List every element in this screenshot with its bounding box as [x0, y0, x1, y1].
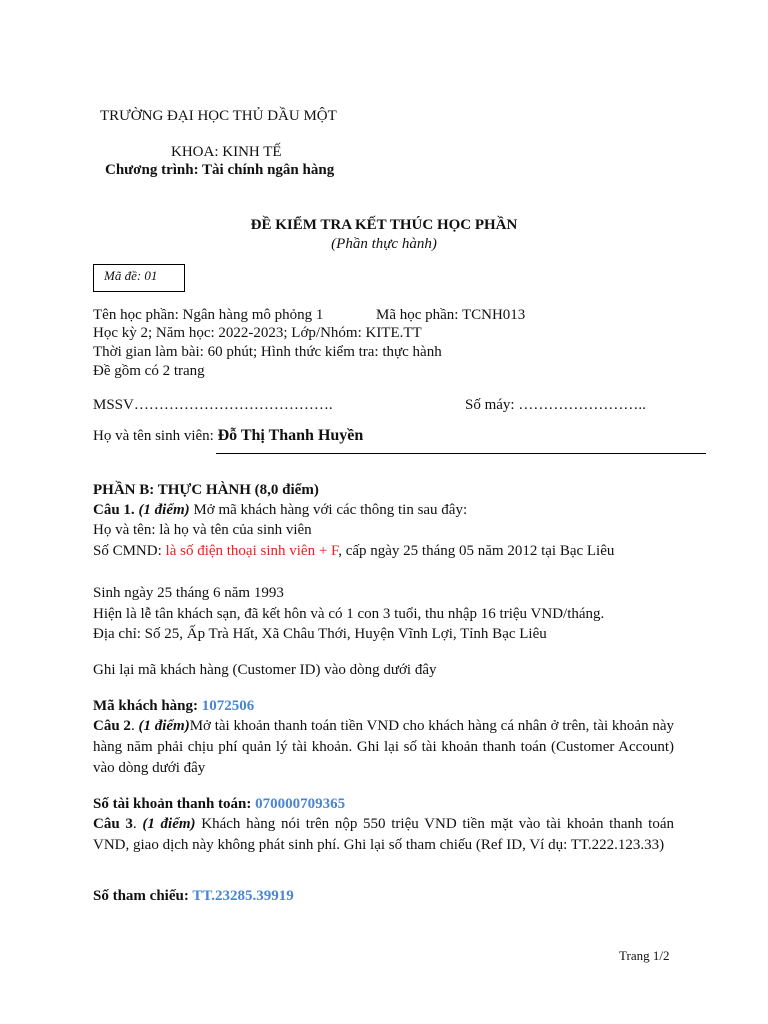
q1-name-line: Họ và tên: là họ và tên của sinh viên	[93, 522, 312, 538]
account-value: 070000709365	[255, 796, 346, 812]
q1-text: Mở mã khách hàng với các thông tin sau đây:	[189, 502, 468, 518]
q1-cmnd-suffix: , cấp ngày 25 tháng 05 năm 2012 tại Bạc Liêu	[338, 543, 615, 559]
ref-label: Số tham chiếu:	[93, 888, 193, 904]
account-label: Số tài khoản thanh toán:	[93, 796, 256, 812]
semester-info: Học kỳ 2; Năm học: 2022-2023; Lớp/Nhóm: KITE.TT	[93, 325, 422, 341]
q1-cmnd-highlight: là số điện thoại sinh viên + F	[165, 543, 339, 559]
student-name: Đỗ Thị Thanh Huyền	[217, 427, 364, 444]
page-number: Trang 1/2	[619, 948, 670, 963]
q2-label: Câu 2	[93, 718, 131, 734]
q3-points: (1 điểm)	[142, 816, 196, 832]
q2-paragraph	[93, 716, 674, 779]
q3-label: Câu 3	[93, 816, 133, 832]
program-name: Chương trình: Tài chính ngân hàng	[105, 162, 335, 178]
q1-birth-line: Sinh ngày 25 tháng 6 năm 1993	[93, 585, 284, 601]
university-name: TRƯỜNG ĐẠI HỌC THỦ DẦU MỘT	[100, 108, 337, 124]
customer-id-value: 1072506	[201, 698, 255, 714]
student-line	[93, 426, 363, 446]
q2-text: Mở tài khoản thanh toán tiền VND cho khách hàng cá nhân ở trên, tài khoản này hàng năm phải chịu phí quản lý tài khoản. Ghi lại số tài khoản thanh toán (Customer Account) vào dòng dưới đây	[93, 718, 674, 776]
customer-id-label: Mã khách hàng:	[93, 698, 202, 714]
pages-info: Đề gồm có 2 trang	[93, 363, 205, 379]
course-code: Mã học phần: TCNH013	[376, 307, 526, 323]
faculty-name: KHOA: KINH TẾ	[171, 144, 282, 160]
machine-line: Số máy: ……………………..	[465, 397, 646, 413]
exam-code: Mã đề: 01	[104, 268, 158, 283]
q3-paragraph	[93, 814, 674, 856]
q1-cmnd-prefix: Số CMND:	[93, 543, 166, 559]
q2-sep: .	[130, 718, 139, 734]
mssv-line: MSSV………………………………….	[93, 397, 333, 413]
q1-instruction: Ghi lại mã khách hàng (Customer ID) vào dòng dưới đây	[93, 662, 437, 678]
q3-sep: .	[132, 816, 143, 832]
q1-job-line: Hiện là lễ tân khách sạn, đã kết hôn và có 1 con 3 tuổi, thu nhập 16 triệu VND/tháng.	[93, 606, 605, 622]
q1-address-line: Địa chỉ: Số 25, Ấp Trà Hất, Xã Châu Thới, Huyện Vĩnh Lợi, Tỉnh Bạc Liêu	[93, 626, 547, 642]
exam-code-box	[93, 264, 185, 292]
q2-answer	[93, 794, 345, 814]
divider-line	[216, 453, 706, 454]
exam-subtitle: (Phần thực hành)	[331, 236, 437, 252]
q1-cmnd-line	[93, 541, 674, 561]
q1-label: Câu 1.	[93, 502, 135, 518]
student-label: Họ và tên sinh viên:	[93, 428, 218, 444]
q1-answer	[93, 696, 254, 716]
q3-text: Khách hàng nói trên nộp 550 triệu VND tiền mặt vào tài khoản thanh toán VND, giao dịch này không phát sinh phí. Ghi lại số tham chiếu (Ref ID, Ví dụ: TT.222.123.33)	[93, 816, 675, 853]
q1-points: (1 điểm)	[138, 502, 190, 518]
ref-value: TT.23285.39919	[192, 888, 294, 904]
part-b-heading: PHẦN B: THỰC HÀNH (8,0 điểm)	[93, 482, 319, 498]
q2-points: (1 điểm)	[138, 718, 190, 734]
q3-answer	[93, 886, 294, 906]
q1-intro	[93, 500, 467, 520]
course-name: Tên học phần: Ngân hàng mô phỏng 1	[93, 307, 324, 323]
time-info: Thời gian làm bài: 60 phút; Hình thức kiểm tra: thực hành	[93, 344, 442, 360]
exam-title: ĐỀ KIỂM TRA KẾT THÚC HỌC PHẦN	[250, 217, 518, 233]
